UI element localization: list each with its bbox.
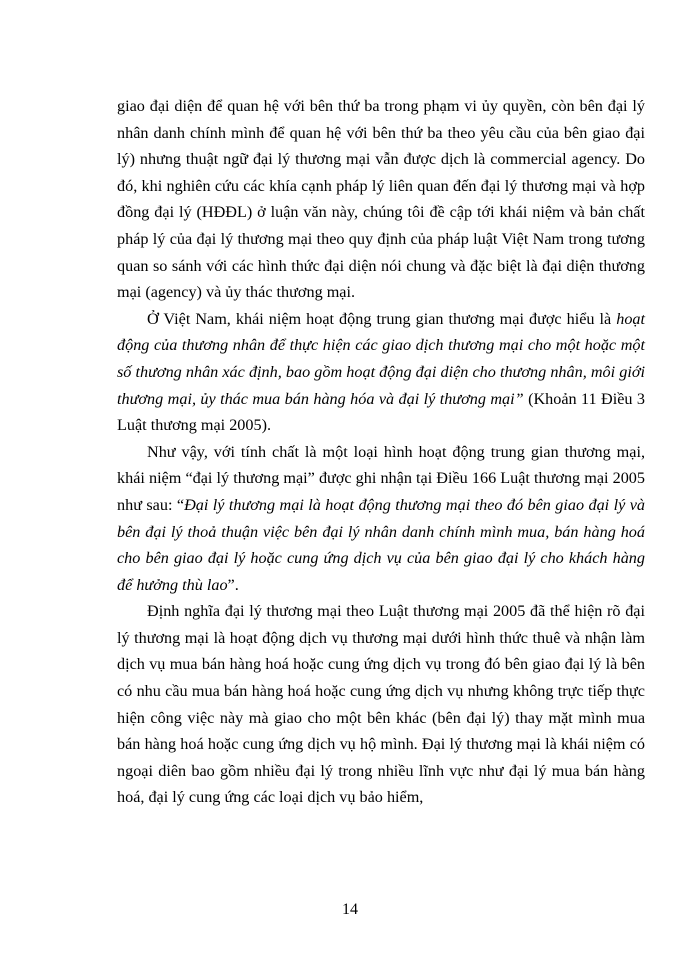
document-body	[117, 93, 645, 811]
paragraph-2	[117, 306, 645, 439]
paragraph-3-lead: Như vậy, với tính chất là một loại hình hoạt động trung gian thương mại, khái niệm “đại lý thương mại” được ghi nhận tại Điều 166 Luật thương mại 2005 như sau: “	[117, 442, 645, 514]
paragraph-2-citation: (Khoản 11 Điều 3 Luật thương mại 2005).	[117, 389, 645, 435]
paragraph-2-lead: Ở Việt Nam, khái niệm hoạt động trung gian thương mại được hiểu là	[147, 309, 617, 328]
paragraph-3-tail: ”.	[227, 575, 239, 594]
paragraph-3	[117, 439, 645, 599]
paragraph-4: Định nghĩa đại lý thương mại theo Luật thương mại 2005 đã thể hiện rõ đại lý thương mại là hoạt động dịch vụ thương mại dưới hình thức thuê và nhận làm dịch vụ mua bán hàng hoá hoặc cung ứng dịch vụ trong đó bên giao đại lý là bên có nhu cầu mua bán hàng hoá hoặc cung ứng dịch vụ nhưng không trực tiếp thực hiện công việc này mà giao cho một bên khác (bên đại lý) thay mặt mình mua bán hàng hoá hoặc cung ứng dịch vụ hộ mình. Đại lý thương mại là khái niệm có ngoại diên bao gồm nhiều đại lý trong nhiều lĩnh vực như đại lý mua bán hàng hoá, đại lý cung ứng các loại dịch vụ bảo hiểm,	[117, 602, 645, 807]
paragraph-3-quote: Đại lý thương mại là hoạt động thương mại theo đó bên giao đại lý và bên đại lý thoả thuận việc bên đại lý nhân danh chính mình mua, bán hàng hoá cho bên giao đại lý hoặc cung ứng dịch vụ của bên giao đại lý cho khách hàng để hưởng thù lao	[117, 495, 645, 594]
paragraph-1: giao đại diện để quan hệ với bên thứ ba trong phạm vi ủy quyền, còn bên đại lý nhân danh chính mình để quan hệ với bên thứ ba theo yêu cầu của bên giao đại lý) nhưng thuật ngữ đại lý thương mại vẫn được dịch là commercial agency. Do đó, khi nghiên cứu các khía cạnh pháp lý liên quan đến đại lý thương mại và hợp đồng đại lý (HĐĐL) ở luận văn này, chúng tôi đề cập tới khái niệm và bản chất pháp lý của đại lý thương mại theo quy định của pháp luật Việt Nam trong tương quan so sánh với các hình thức đại diện nói chung và đặc biệt là đại diện thương mại (agency) và ủy thác thương mại.	[117, 97, 645, 302]
paragraph-2-quote: hoạt động của thương nhân để thực hiện các giao dịch thương mại cho một hoặc một số thương nhân xác định, bao gồm hoạt động đại diện cho thương nhân, môi giới thương mại, ủy thác mua bán hàng hóa và đại lý thương mại”	[117, 309, 645, 408]
page-number: 14	[342, 901, 358, 918]
